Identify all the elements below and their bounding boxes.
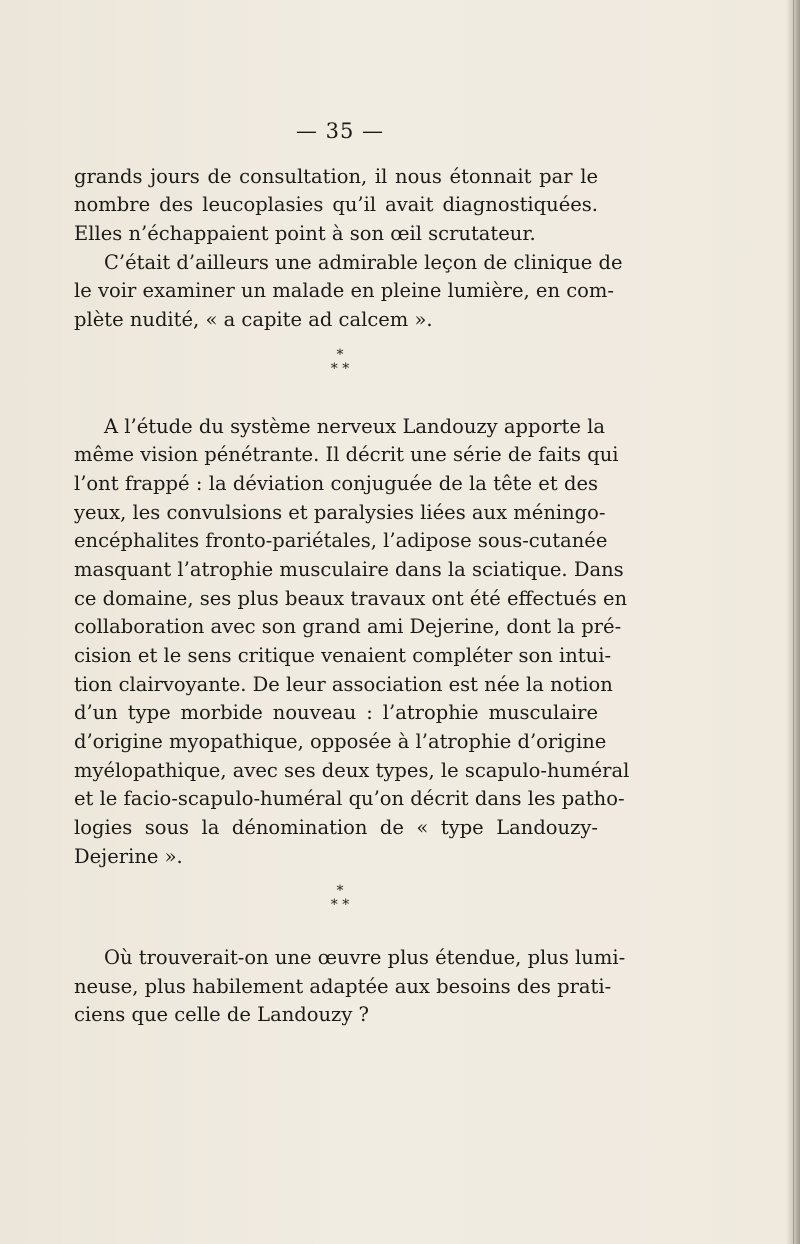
separator-top-star: *	[336, 883, 344, 899]
text-line: d’origine myopathique, opposée à l’atrophie d’origine	[74, 730, 607, 753]
text-line: ciens que celle de Landouzy ?	[74, 1003, 369, 1026]
text-line: Où trouverait-on une œuvre plus étendue, plus lumi-	[104, 946, 626, 969]
text-line: le voir examiner un malade en pleine lumière, en com-	[74, 279, 614, 302]
text-line: neuse, plus habilement adaptée aux besoins des prati-	[74, 975, 612, 998]
text-line: C’était d’ailleurs une admirable leçon de clinique de	[104, 251, 623, 274]
page-number: — 35 —	[295, 119, 385, 143]
text-line: A l’étude du système nerveux Landouzy apporte la	[104, 415, 605, 438]
text-line: l’ont frappé : la déviation conjuguée de la tête et des	[74, 472, 598, 495]
separator-top-star: *	[336, 347, 344, 363]
text-line: logies sous la dénomination de « type Landouzy-	[74, 816, 598, 839]
text-line: yeux, les convulsions et paralysies liées aux méningo-	[74, 501, 606, 524]
text-line: d’un type morbide nouveau : l’atrophie musculaire	[74, 701, 598, 724]
text-line: nombre des leucoplasies qu’il avait diagnostiquées.	[74, 193, 598, 216]
text-line: grands jours de consultation, il nous étonnait par le	[74, 165, 598, 188]
text-line: collaboration avec son grand ami Dejerine, dont la pré-	[74, 615, 622, 638]
text-line: plète nudité, « a capite ad calcem ».	[74, 308, 433, 331]
text-line: tion clairvoyante. De leur association est née la notion	[74, 673, 613, 696]
section-separator	[0, 884, 680, 912]
text-line: myélopathique, avec ses deux types, le scapulo-huméral	[74, 759, 630, 782]
text-line: Elles n’échappaient point à son œil scrutateur.	[74, 222, 536, 245]
separator-bottom-stars: * *	[330, 361, 350, 377]
text-line: et le facio-scapulo-huméral qu’on décrit dans les patho-	[74, 787, 625, 810]
text-line: masquant l’atrophie musculaire dans la sciatique. Dans	[74, 558, 624, 581]
text-line: même vision pénétrante. Il décrit une série de faits qui	[74, 443, 619, 466]
text-line: cision et le sens critique venaient compléter son intui-	[74, 644, 612, 667]
section-separator	[0, 348, 680, 376]
text-line: encéphalites fronto-pariétales, l’adipose sous-cutanée	[74, 529, 608, 552]
separator-bottom-stars: * *	[330, 897, 350, 913]
text-line: ce domaine, ses plus beaux travaux ont été effectués en	[74, 587, 628, 610]
text-line: Dejerine ».	[74, 845, 183, 868]
page-edge-line	[793, 0, 794, 1244]
